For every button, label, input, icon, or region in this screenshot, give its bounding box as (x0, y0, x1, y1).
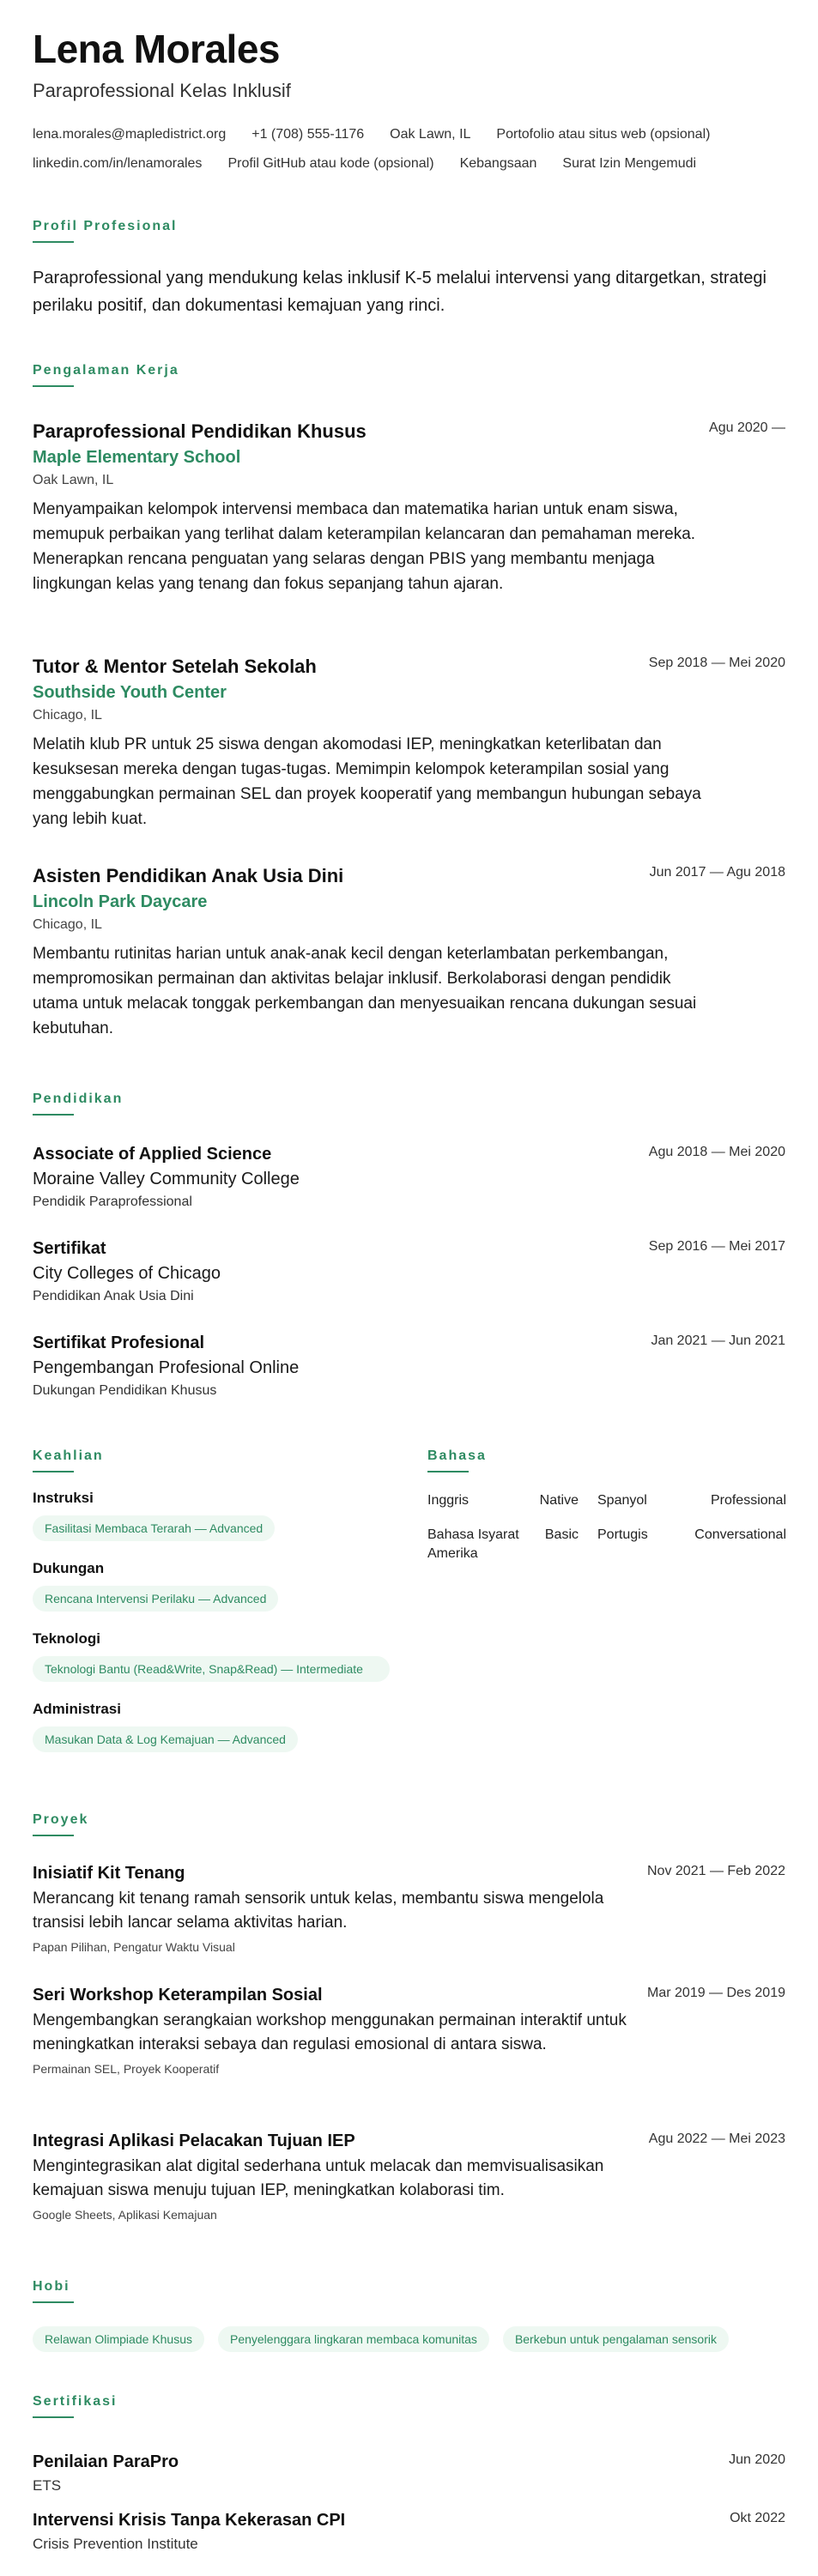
contact-location: Oak Lawn, IL (390, 127, 471, 142)
project-dates: Nov 2021 — Feb 2022 (647, 1864, 785, 1878)
job-company: Lincoln Park Daycare (33, 892, 208, 911)
job-description: Menyampaikan kelompok intervensi membaca dan matematika harian untuk enam siswa, memupuk perbaikan yang terlihat dalam keterampilan kelancaran dan pemahaman mereka. Menerapkan rencana penguatan yang selaras dengan PBIS yang membantu menjaga lingkungan kelas yang tenang dan fokus sepanjang tahun ajaran. (33, 500, 696, 593)
job-title: Asisten Pendidikan Anak Usia Dini (33, 865, 344, 886)
skill-group (33, 1490, 393, 1541)
education-field: Pendidik Paraprofessional (33, 1194, 192, 1209)
project-tech: Permainan SEL, Proyek Kooperatif (33, 2062, 220, 2076)
skill-category: Instruksi (33, 1490, 94, 1506)
education-degree: Associate of Applied Science (33, 1145, 272, 1164)
language-level: Conversational (694, 1527, 786, 1542)
education-school: City Colleges of Chicago (33, 1264, 221, 1283)
skill-group (33, 1701, 393, 1752)
section-divider (33, 2301, 74, 2303)
education-degree: Sertifikat (33, 1239, 106, 1258)
project-description: Mengintegrasikan alat digital sederhana untuk melacak dan memvisualisasikan kemajuan siswa menuju tujuan IEP, meningkatkan kolaborasi tim. (33, 2157, 604, 2199)
languages-list (427, 1491, 788, 1563)
experience-item (33, 865, 785, 1041)
job-dates: Sep 2018 — Mei 2020 (648, 656, 785, 670)
education-school: Moraine Valley Community College (33, 1170, 300, 1188)
contact-license: Surat Izin Mengemudi (562, 156, 697, 171)
section-title-profile: Profil Profesional (33, 219, 178, 233)
job-location: Chicago, IL (33, 917, 102, 932)
job-title: Paraprofessional Pendidikan Khusus (33, 420, 367, 442)
skill-chip: Fasilitasi Membaca Terarah — Advanced (33, 1515, 275, 1541)
language-row (427, 1491, 788, 1510)
skill-category: Teknologi (33, 1630, 101, 1647)
project-title: Inisiatif Kit Tenang (33, 1864, 185, 1883)
skill-group (33, 1630, 393, 1682)
contact-email[interactable]: lena.morales@mapledistrict.org (33, 127, 227, 142)
skills-list (33, 1490, 393, 1752)
section-title-languages: Bahasa (427, 1448, 487, 1463)
project-tech: Papan Pilihan, Pengatur Waktu Visual (33, 1940, 235, 1954)
hobby-chip: Relawan Olimpiade Khusus (33, 2326, 204, 2352)
experience-item (33, 420, 785, 596)
education-item (33, 1239, 785, 1304)
project-tech: Google Sheets, Aplikasi Kemajuan (33, 2208, 217, 2222)
candidate-title: Paraprofessional Kelas Inklusif (33, 80, 291, 101)
project-item (33, 1864, 785, 1954)
skill-category: Administrasi (33, 1701, 121, 1717)
project-item (33, 1986, 785, 2076)
job-title: Tutor & Mentor Setelah Sekolah (33, 656, 317, 677)
contact-nationality: Kebangsaan (459, 156, 537, 171)
education-dates: Jan 2021 — Jun 2021 (651, 1333, 785, 1348)
contact-phone[interactable]: +1 (708) 555-1176 (251, 127, 365, 142)
education-degree: Sertifikat Profesional (33, 1333, 205, 1352)
education-item (33, 1333, 785, 1399)
language-level: Basic (544, 1527, 579, 1542)
job-description: Melatih klub PR untuk 25 siswa dengan akomodasi IEP, meningkatkan keterlibatan dan kesuksesan mereka dengan tugas-tugas. Memimpin kelompok keterampilan sosial yang menggabungkan permainan SEL dan proyek kooperatif yang membangun hubungan sebaya yang lebih kuat. (33, 735, 701, 828)
project-dates: Agu 2022 — Mei 2023 (648, 2132, 785, 2146)
certification-issuer: Crisis Prevention Institute (33, 2536, 198, 2552)
language-name: Portugis (597, 1527, 648, 1542)
section-title-hobbies: Hobi (33, 2279, 70, 2294)
skill-chip: Masukan Data & Log Kemajuan — Advanced (33, 1726, 298, 1752)
section-divider (33, 1114, 74, 1116)
education-field: Dukungan Pendidikan Khusus (33, 1383, 217, 1398)
certification-date: Okt 2022 (730, 2511, 785, 2525)
section-title-skills: Keahlian (33, 1448, 104, 1463)
contact-row (33, 127, 710, 142)
certification-name: Intervensi Krisis Tanpa Kekerasan CPI (33, 2511, 346, 2530)
job-location: Oak Lawn, IL (33, 473, 114, 487)
job-dates: Jun 2017 — Agu 2018 (649, 865, 785, 880)
project-dates: Mar 2019 — Des 2019 (647, 1986, 785, 2000)
certification-item (33, 2452, 785, 2494)
skill-chip: Rencana Intervensi Perilaku — Advanced (33, 1586, 278, 1612)
certification-issuer: ETS (33, 2477, 62, 2494)
skill-chip: Teknologi Bantu (Read&Write, Snap&Read) — Intermediate (33, 1656, 390, 1682)
contact-row-2 (33, 156, 696, 172)
certification-item (33, 2511, 785, 2553)
language-level: Professional (710, 1493, 786, 1508)
section-title-experience: Pengalaman Kerja (33, 363, 179, 378)
education-school: Pengembangan Profesional Online (33, 1358, 300, 1377)
language-name: Spanyol (597, 1493, 647, 1508)
candidate-name: Lena Morales (33, 27, 280, 71)
section-divider (427, 1471, 469, 1472)
hobbies-list (33, 2326, 729, 2352)
contact-linkedin[interactable]: linkedin.com/in/lenamorales (33, 156, 203, 171)
experience-item (33, 656, 785, 831)
job-company: Southside Youth Center (33, 683, 227, 702)
profile-summary: Paraprofessional yang mendukung kelas inklusif K-5 melalui intervensi yang ditargetkan, strategi perilaku positif, dan dokumentasi kemajuan yang rinci. (33, 269, 766, 315)
job-dates: Agu 2020 — (709, 420, 785, 435)
skill-group (33, 1560, 393, 1612)
project-description: Merancang kit tenang ramah sensorik untuk kelas, membantu siswa mengelola transisi lebih lancar selama aktivitas harian. (33, 1890, 604, 1932)
project-title: Integrasi Aplikasi Pelacakan Tujuan IEP (33, 2132, 355, 2150)
certification-date: Jun 2020 (729, 2452, 785, 2467)
section-title-education: Pendidikan (33, 1091, 124, 1106)
section-divider (33, 241, 74, 243)
job-company: Maple Elementary School (33, 448, 241, 467)
section-divider (33, 2416, 74, 2418)
contact-portfolio[interactable]: Portofolio atau situs web (opsional) (496, 127, 711, 142)
section-title-certifications: Sertifikasi (33, 2394, 118, 2409)
section-divider (33, 1471, 74, 1472)
language-level: Native (539, 1493, 579, 1508)
project-title: Seri Workshop Keterampilan Sosial (33, 1986, 323, 2005)
education-dates: Sep 2016 — Mei 2017 (648, 1239, 785, 1254)
section-title-projects: Proyek (33, 1812, 89, 1827)
job-location: Chicago, IL (33, 708, 102, 723)
section-divider (33, 1835, 74, 1836)
language-row (427, 1526, 788, 1563)
certification-name: Penilaian ParaPro (33, 2452, 179, 2471)
job-description: Membantu rutinitas harian untuk anak-anak kecil dengan keterlambatan perkembangan, mempromosikan permainan dan aktivitas belajar inklusif. Berkolaborasi dengan pendidik utama untuk melacak tonggak perkembangan dan menyesuaikan rencana dukungan sesuai kebutuhan. (33, 945, 697, 1037)
language-name: Inggris (427, 1493, 470, 1508)
education-field: Pendidikan Anak Usia Dini (33, 1289, 194, 1303)
hobby-chip: Penyelenggara lingkaran membaca komunitas (218, 2326, 489, 2352)
contact-github[interactable]: Profil GitHub atau kode (opsional) (227, 156, 434, 171)
education-dates: Agu 2018 — Mei 2020 (648, 1145, 785, 1159)
education-item (33, 1145, 785, 1210)
language-name: Bahasa Isyarat Amerika (427, 1527, 519, 1561)
project-item (33, 2132, 785, 2222)
skill-category: Dukungan (33, 1560, 105, 1576)
hobby-chip: Berkebun untuk pengalaman sensorik (503, 2326, 729, 2352)
project-description: Mengembangkan serangkaian workshop menggunakan permainan interaktif untuk meningkatkan interaksi sebaya dan regulasi emosional di antara siswa. (33, 2011, 627, 2053)
section-divider (33, 385, 74, 387)
